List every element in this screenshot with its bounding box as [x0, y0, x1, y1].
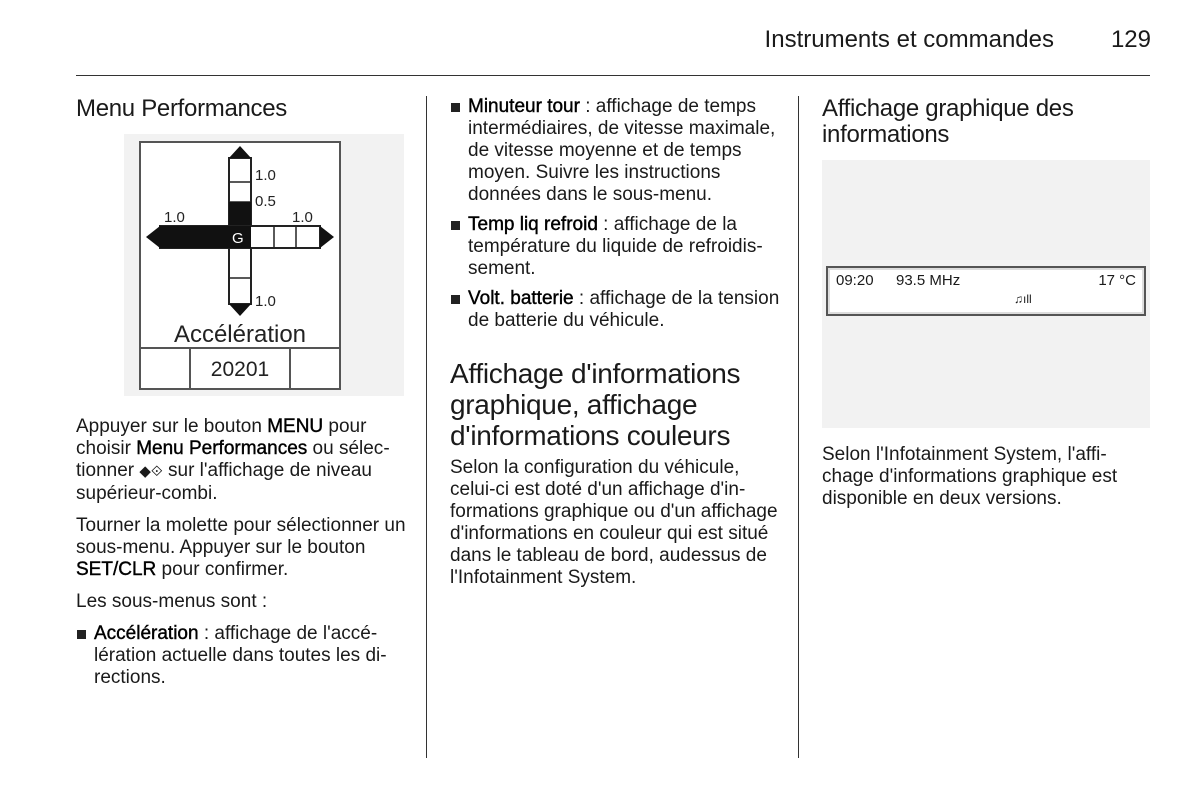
- performance-menu-figure: [124, 134, 404, 396]
- column-3: [822, 96, 1152, 148]
- list-item-text: : affichage de l'accélération actuelle dans toutes les directions.: [94, 623, 387, 688]
- paragraph-submenus: Les sous-menus sont :: [76, 591, 268, 612]
- header-rule: [76, 75, 1150, 76]
- text-run: sur l'affichage de niveau supérieur-combi.: [76, 460, 372, 504]
- list-item: [450, 288, 780, 332]
- paragraph-display-configuration: Selon la configuration du véhicule, celui-ci est doté d'un affichage d'informations graphique ou d'un affichage d'informations en couleur qui est situé dans le tableau de bord, audessus de l'Infotainment System.: [450, 457, 778, 588]
- submenu-list: [76, 623, 408, 689]
- display-time: 09:20: [836, 272, 874, 289]
- column-divider-2: [798, 96, 799, 758]
- section-heading-information-display: Affichage d'informations graphique, affichage d'informations couleurs: [450, 358, 741, 451]
- column-1-body: [76, 416, 408, 697]
- column-3-body: [822, 444, 1152, 520]
- display-symbol-icon: ◆⟐: [139, 463, 163, 480]
- set-clr-term: SET/CLR: [76, 559, 157, 580]
- tick-label: 1.0: [255, 167, 276, 184]
- list-item: [450, 214, 780, 280]
- paragraph-set-clr: [76, 515, 408, 581]
- paragraph-display-versions: Selon l'Infotainment System, l'affichage d'informations graphique est disponible en deux versions.: [822, 444, 1118, 509]
- running-header-title: Instruments et commandes: [764, 26, 1054, 53]
- music-signal-icon: ♫ıll: [1014, 292, 1032, 306]
- list-item-text: : affichage de la température du liquide de refroidissement.: [468, 214, 763, 279]
- text-run: ou sélectionner: [76, 438, 390, 481]
- tick-label: 1.0: [292, 209, 313, 226]
- column-divider-1: [426, 96, 427, 758]
- display-frequency: 93.5 MHz: [896, 272, 961, 289]
- list-item-term: Accélération: [94, 623, 199, 644]
- section-heading-menu-performances: Menu Performances: [76, 95, 287, 122]
- paragraph-menu-button: [76, 416, 408, 505]
- figure-code: 20201: [210, 358, 270, 381]
- submenu-list-continued: [450, 96, 780, 332]
- display-temperature: 17 °C: [1098, 272, 1136, 289]
- menu-button-term: MENU: [267, 416, 324, 437]
- list-item-term: Minuteur tour: [468, 96, 580, 117]
- tick-label: 1.0: [164, 209, 185, 226]
- figure-caption: Accélération: [173, 321, 307, 348]
- list-item-term: Temp liq refroid: [468, 214, 598, 235]
- info-display-screen: [826, 266, 1146, 316]
- text-run: Tourner la molette pour sélectionner un sous-menu. Appuyer sur le bouton: [76, 515, 406, 558]
- tick-label: 1.0: [255, 293, 276, 310]
- list-item: [76, 623, 408, 689]
- graphic-display-figure: [822, 160, 1150, 428]
- list-item-text: : affichage de la tension de batterie du véhicule.: [468, 288, 780, 331]
- text-run: pour choisir: [76, 416, 367, 459]
- column-2: [450, 96, 780, 599]
- page-number: 129: [1110, 26, 1151, 53]
- menu-performances-term: Menu Performances: [136, 438, 308, 459]
- list-item-text: : affichage de temps intermédiaires, de vitesse maximale, de vitesse moyenne et de temps moyen. Suivre les instructions données dans le sous-menu.: [468, 96, 776, 205]
- tick-label: 0.5: [255, 193, 276, 210]
- column-1: [76, 96, 406, 122]
- text-run: Appuyer sur le bouton: [76, 416, 268, 437]
- center-g-label: G: [232, 230, 244, 247]
- section-heading-graphic-display: Affichage graphique des informations: [822, 95, 1074, 148]
- g-force-display-graphic: [124, 134, 404, 396]
- list-item-term: Volt. batterie: [468, 288, 574, 309]
- list-item: [450, 96, 780, 206]
- text-run: pour confirmer.: [156, 559, 289, 580]
